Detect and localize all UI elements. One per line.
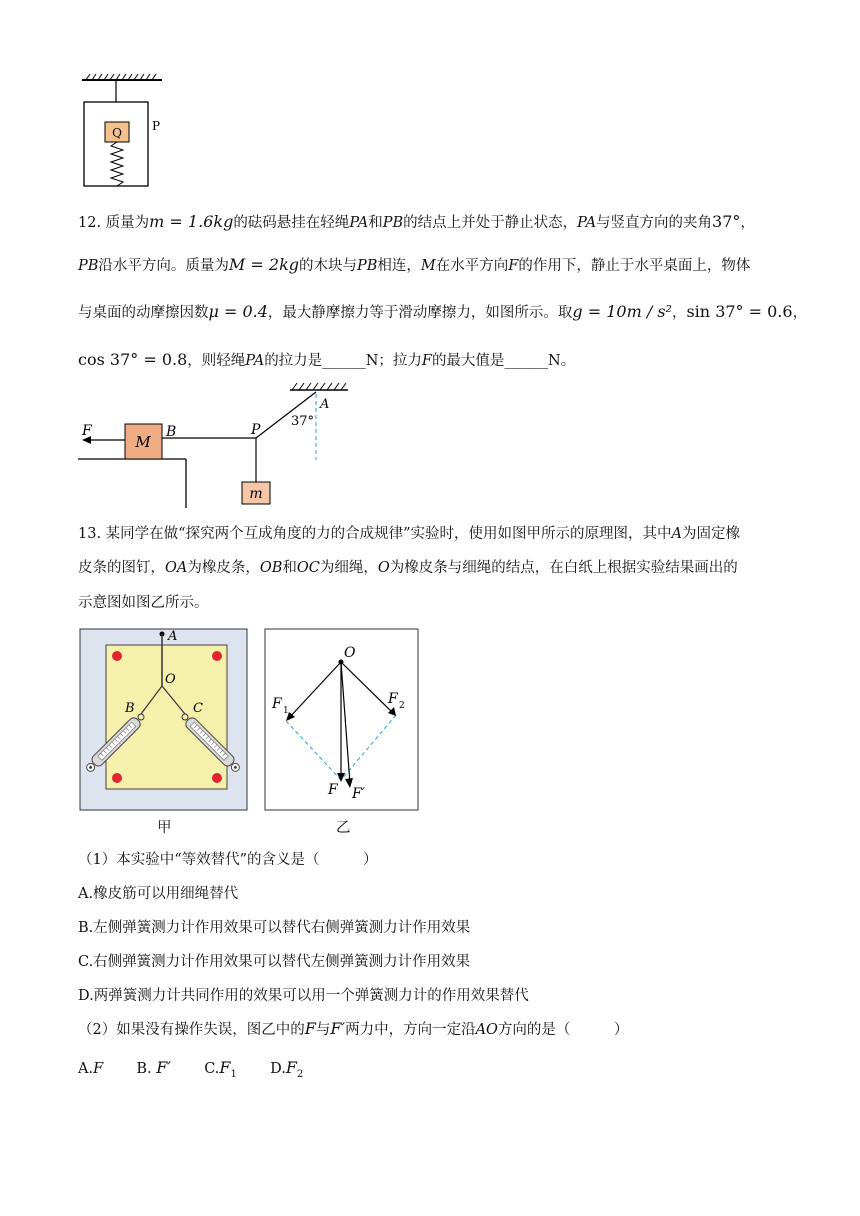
sub2-option-b[interactable]: B. F′: [136, 1058, 171, 1077]
label-f: F: [82, 423, 92, 439]
yi-label-f1: F: [272, 696, 282, 712]
label-b: B: [166, 424, 177, 440]
q12-figure: [78, 382, 358, 510]
jia-label-o: O: [165, 672, 176, 687]
yi-label-f2: F: [388, 691, 398, 707]
answer-blank-2[interactable]: ______: [504, 353, 548, 369]
jia-label-a: A: [168, 629, 178, 644]
sub2-option-c[interactable]: $C.F_1$: [204, 1058, 237, 1080]
sub1-option-b[interactable]: B.左侧弹簧测力计作用效果可以替代右侧弹簧测力计作用效果: [78, 920, 471, 936]
yi-label-f: F: [328, 782, 338, 798]
q13-line-3: 示意图如图乙所示。: [78, 595, 209, 611]
label-p: P: [251, 422, 261, 438]
q13-line-1: 13. 某同学在做“探究两个互成角度的力的合成规律”实验时，使用如图甲所示的原理图，其中A为固定橡: [78, 526, 740, 542]
figure-jia: [79, 628, 249, 812]
figure-yi: [264, 628, 420, 812]
q12-line-1: 12. 质量为m = 1.6kg的砝码悬挂在轻绳PA和PB的结点上并处于静止状态，PA与竖直方向的夹角37°，: [78, 212, 755, 231]
label-angle: 37°: [291, 414, 315, 429]
jia-label-c: C: [193, 701, 203, 716]
caption-jia: 甲: [157, 820, 172, 836]
sub1-option-a[interactable]: A.橡皮筋可以用细绳替代: [78, 886, 239, 902]
answer-blank-1[interactable]: ______: [322, 353, 366, 369]
q12-line-2: PB沿水平方向。质量为M = 2kg的木块与PB相连，M在水平方向F的作用下，静止于水平桌面上，物体: [78, 255, 751, 274]
label-a: A: [320, 397, 330, 412]
label-q: Q: [112, 126, 122, 140]
q13-line-2: 皮条的图钉，OA为橡皮条，OB和OC为细绳，O为橡皮条与细绳的结点，在白纸上根据实验结果画出的: [78, 560, 738, 576]
svg-text:2: 2: [399, 701, 405, 711]
box-spring-figure: [78, 72, 178, 192]
label-small-m: m: [249, 486, 263, 502]
label-big-m: M: [135, 433, 151, 451]
sub1-stem: （1）本实验中“等效替代”的含义是（ ）: [78, 852, 378, 868]
sub2-stem: （2）如果没有操作失误，图乙中的F与F′两力中，方向一定沿AO方向的是（ ）: [78, 1019, 629, 1038]
sub1-option-d[interactable]: D.两弹簧测力计共同作用的效果可以用一个弹簧测力计的作用效果替代: [78, 988, 529, 1004]
svg-text:1: 1: [283, 706, 289, 716]
label-p: P: [152, 119, 161, 133]
q12-line-3: 与桌面的动摩擦因数μ = 0.4，最大静摩擦力等于滑动摩擦力，如图所示。取g = 10m / s²，sin 37° = 0.6，: [78, 302, 808, 321]
sub1-option-c[interactable]: C.右侧弹簧测力计作用效果可以替代左侧弹簧测力计作用效果: [78, 954, 471, 970]
sub2-option-a[interactable]: A.F: [78, 1061, 104, 1077]
yi-label-o: O: [344, 645, 356, 661]
jia-label-b: B: [125, 701, 135, 716]
sub2-option-d[interactable]: $D.F_2$: [270, 1058, 304, 1080]
caption-yi: 乙: [336, 820, 351, 836]
q12-line-4: cos 37° = 0.8，则轻绳PA的拉力是______N；拉力F的最大值是______N。: [78, 350, 576, 369]
yi-label-fp: F′: [352, 786, 365, 802]
sub2-options: [78, 1058, 303, 1085]
